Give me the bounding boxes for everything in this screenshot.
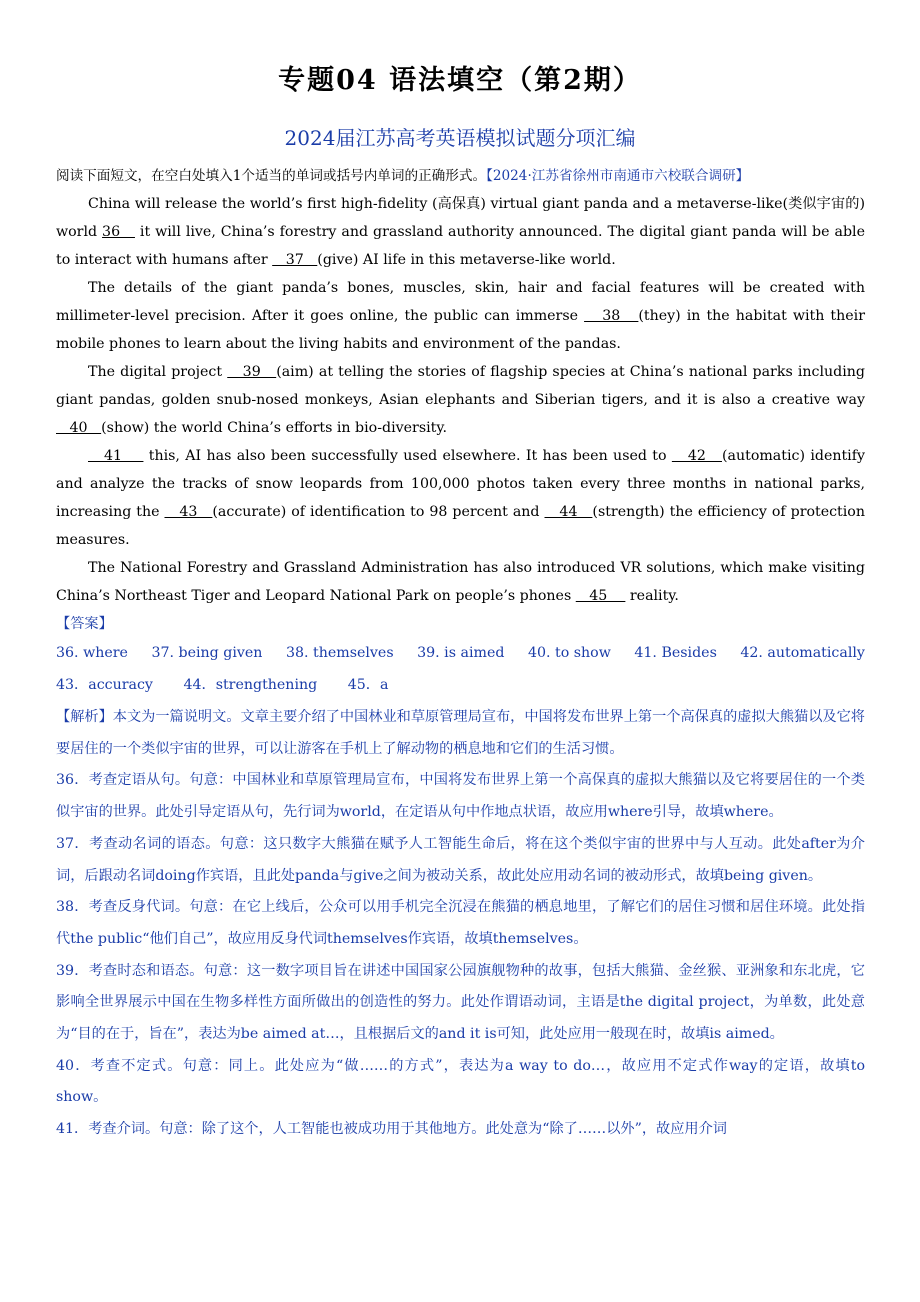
document-content [56, 162, 865, 1146]
analysis-intro [56, 702, 865, 765]
instruction-text: 阅读下面短文，在空白处填入1个适当的单词或括号内单词的正确形式。 [56, 168, 487, 184]
passage-text: China will release the world’s first high-fidelity (高保真) virtual giant panda and a metaverse-like(类似宇宙的) world [56, 196, 865, 240]
instruction-source: 【2024·江苏省徐州市南通市六校联合调研】 [486, 168, 750, 184]
analysis-36: 36．考查定语从句。句意：中国林业和草原管理局宣布，中国将发布世界上第一个高保真的虚拟大熊猫以及它将要居住的一个类似宇宙的世界。此处引导定语从句，先行词为world，在定语从句中作地点状语，故应用where引导，故填where。 [56, 772, 865, 821]
blank-37: 37 [272, 252, 318, 268]
blank-41: 41 [88, 448, 144, 464]
answers-row-2 [56, 669, 865, 702]
passage-paragraph-2 [56, 274, 865, 358]
answer-41: 41. Besides [634, 645, 717, 661]
passage-text: reality. [625, 588, 679, 604]
blank-39: 39 [227, 364, 277, 380]
passage-text: (show) the world China’s efforts in bio-diversity. [101, 420, 447, 436]
page-title: 专题04 语法填空（第2期） [278, 65, 642, 96]
blank-43: 43 [164, 504, 213, 520]
page-subtitle: 2024届江苏高考英语模拟试题分项汇编 [284, 126, 636, 150]
blank-38: 38 [584, 308, 639, 324]
passage-text: this, AI has also been successfully used elsewhere. It has been used to [143, 448, 672, 464]
blank-36: 36 [102, 224, 135, 240]
passage-paragraph-4 [56, 442, 865, 554]
passage-text: (they) in the habitat with their mobile phones to learn about the living habits and environment of the pandas. [56, 308, 865, 352]
blank-44: 44 [544, 504, 593, 520]
answer-45: 45．a [347, 677, 389, 693]
analysis-40: 40．考查不定式。句意：同上。此处应为“做……的方式”，表达为a way to do…，故应用不定式作way的定语，故填to show。 [56, 1057, 865, 1106]
passage-text: The National Forestry and Grassland Administration has also introduced VR solutions, which make visiting China’s Northeast Tiger and Leopard National Park on people’s phones [56, 560, 865, 604]
answer-40: 40. to show [527, 645, 611, 661]
passage-text: (strength) the efficiency of protection measures. [56, 504, 865, 548]
answer-42: 42. automatically [740, 645, 865, 661]
passage-text: (give) AI life in this metaverse-like world. [317, 252, 616, 268]
answer-38: 38. themselves [285, 645, 394, 661]
blank-40: 40 [56, 420, 102, 436]
analysis-37: 37．考查动名词的语态。句意：这只数字大熊猫在赋予人工智能生命后，将在这个类似宇宙的世界中与人互动。此处after为介词，后跟动名词doing作宾语，且此处panda与give之间为被动关系，故此处应用动名词的被动形式，故填being given。 [56, 835, 865, 884]
analysis-label: 【解析】 [56, 709, 113, 725]
answer-36: 36. where [56, 645, 128, 661]
answer-44: 44．strengthening [183, 677, 318, 693]
analysis-41: 41．考查介词。句意：除了这个，人工智能也被成功用于其他地方。此处意为“除了……以外”，故应用介词 [56, 1121, 727, 1138]
passage-text: The digital project [88, 364, 228, 380]
passage-text: it will live, China’s forestry and grassland authority announced. The digital giant panda will be able to interact with humans after [56, 224, 865, 268]
passage-text: (aim) at telling the stories of flagship species at China’s national parks including giant pandas, golden snub-nosed monkeys, Asian elephants and Siberian tigers, and it is also a creative way [56, 364, 866, 408]
answer-43: 43．accuracy [56, 677, 153, 693]
answer-label: 【答案】 [56, 616, 113, 632]
answers-row-1 [56, 638, 865, 669]
blank-42: 42 [671, 448, 722, 464]
answer-39: 39. is aimed [417, 645, 505, 661]
instruction [56, 162, 865, 190]
passage-text: (accurate) of identification to 98 percent and [212, 504, 545, 520]
answer-37: 37. being given [151, 645, 263, 661]
passage-text: (automatic) identify and analyze the tracks of snow leopards from 100,000 photos taken every three months in national parks, increasing the [56, 448, 865, 520]
passage-paragraph-5 [56, 554, 865, 610]
blank-45: 45 [575, 588, 626, 604]
analysis-38: 38．考查反身代词。句意：在它上线后，公众可以用手机完全沉浸在熊猫的栖息地里，了解它们的居住习惯和居住环境。此处指代the public“他们自己”，故应用反身代词themselves作宾语，故填themselves。 [56, 899, 865, 947]
analysis-intro-text: 本文为一篇说明文。文章主要介绍了中国林业和草原管理局宣布，中国将发布世界上第一个高保真的虚拟大熊猫以及它将要居住的一个类似宇宙的世界，可以让游客在手机上了解动物的栖息地和它们的生活习惯。 [56, 709, 865, 757]
passage-text: The details of the giant panda’s bones, muscles, skin, hair and facial features will be created with millimeter-level precision. After it goes online, the public can immerse [56, 280, 865, 324]
passage-paragraph-1 [56, 190, 865, 274]
passage-paragraph-3 [56, 358, 865, 442]
analysis-39: 39．考查时态和语态。句意：这一数字项目旨在讲述中国国家公园旗舰物种的故事，包括大熊猫、金丝猴、亚洲象和东北虎，它影响全世界展示中国在生物多样性方面所做出的创造性的努力。此处作谓语动词，主语是the digital project，为单数，此处意为“目的在于，旨在”，表达为be aimed at…，且根据后文的and it is可知，此处应用一般现在时，故填is aimed。 [56, 962, 865, 1043]
